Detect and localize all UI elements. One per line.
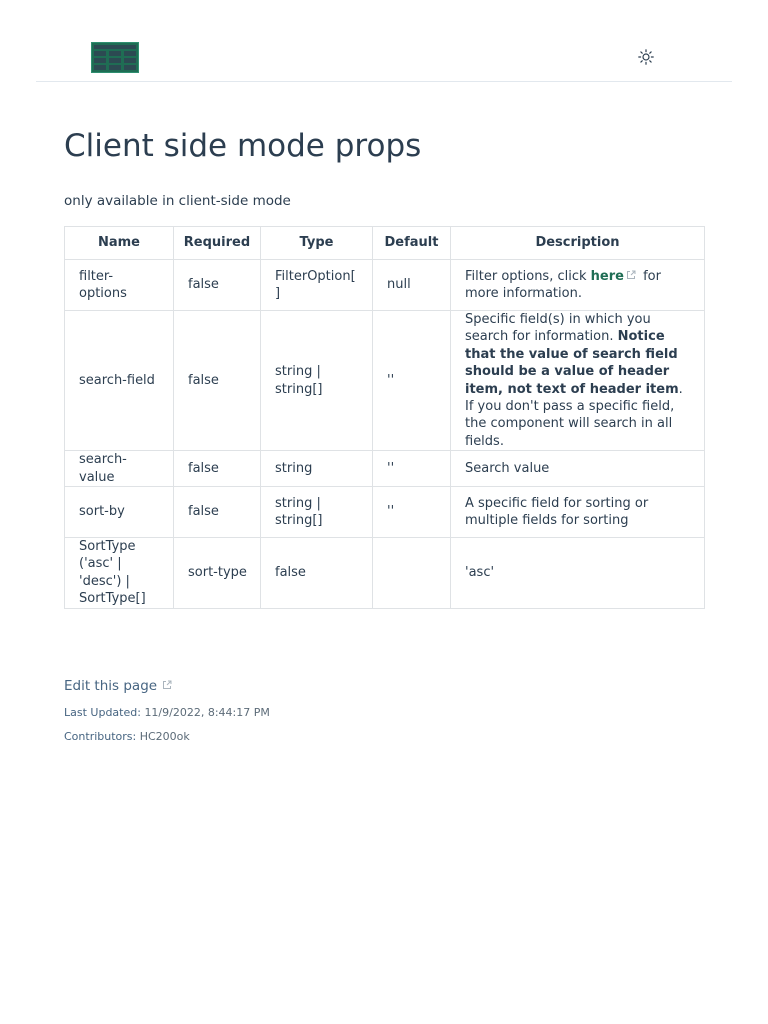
cell-name: search-value [65,451,174,487]
table-row [65,311,705,451]
page-subtitle: only available in client-side mode [64,193,291,209]
header-default: Default [373,227,451,260]
props-table [64,226,705,609]
here-link-text: here [590,268,624,284]
cell-type: FilterOption[] [261,260,373,311]
cell-default [373,538,451,609]
description-text: Specific field(s) in which you search for information. [465,312,651,345]
header-name: Name [65,227,174,260]
cell-description [451,260,705,311]
cell-description: A specific field for sorting or multiple fields for sorting [451,487,705,538]
external-link-icon [162,680,172,690]
cell-default: '' [373,311,451,451]
cell-default: '' [373,487,451,538]
table-logo-icon[interactable] [91,42,139,73]
navbar [36,0,732,82]
last-updated [64,706,270,720]
contributors [64,730,190,744]
table-row [65,451,705,487]
contributors-label: Contributors: [64,730,137,743]
cell-name: search-field [65,311,174,451]
header-type: Type [261,227,373,260]
cell-type: string [261,451,373,487]
sun-icon[interactable] [636,47,656,67]
table-row [65,487,705,538]
contributors-value: HC200ok [139,730,190,743]
cell-name: SortType ('asc' | 'desc') | SortType[] [65,538,174,609]
cell-type: string | string[] [261,487,373,538]
description-text: Filter options, click [465,268,591,284]
table-row [65,260,705,311]
header-description: Description [451,227,705,260]
description-notice: Notice that the value of search field should be a value of header item, not text of header item [465,329,679,397]
last-updated-label: Last Updated: [64,706,141,719]
cell-type: false [261,538,373,609]
description-text: for more information. [465,268,661,301]
cell-required: false [174,260,261,311]
cell-description: 'asc' [451,538,705,609]
page-title: Client side mode props [64,128,422,164]
cell-required: false [174,451,261,487]
here-link[interactable] [591,269,639,284]
cell-default: null [373,260,451,311]
cell-default: '' [373,451,451,487]
table-row [65,538,705,609]
table-header-row [65,227,705,260]
header-required: Required [174,227,261,260]
edit-page-label: Edit this page [64,678,158,694]
cell-name: filter-options [65,260,174,311]
external-link-icon [626,270,636,280]
cell-description [451,311,705,451]
description-text: . If you don't pass a specific field, the component will search in all fields. [465,381,683,449]
edit-page-link[interactable] [64,677,175,695]
last-updated-value: 11/9/2022, 8:44:17 PM [144,706,270,719]
cell-required: sort-type [174,538,261,609]
cell-required: false [174,311,261,451]
cell-type: string | string[] [261,311,373,451]
cell-name: sort-by [65,487,174,538]
cell-description: Search value [451,451,705,487]
cell-required: false [174,487,261,538]
